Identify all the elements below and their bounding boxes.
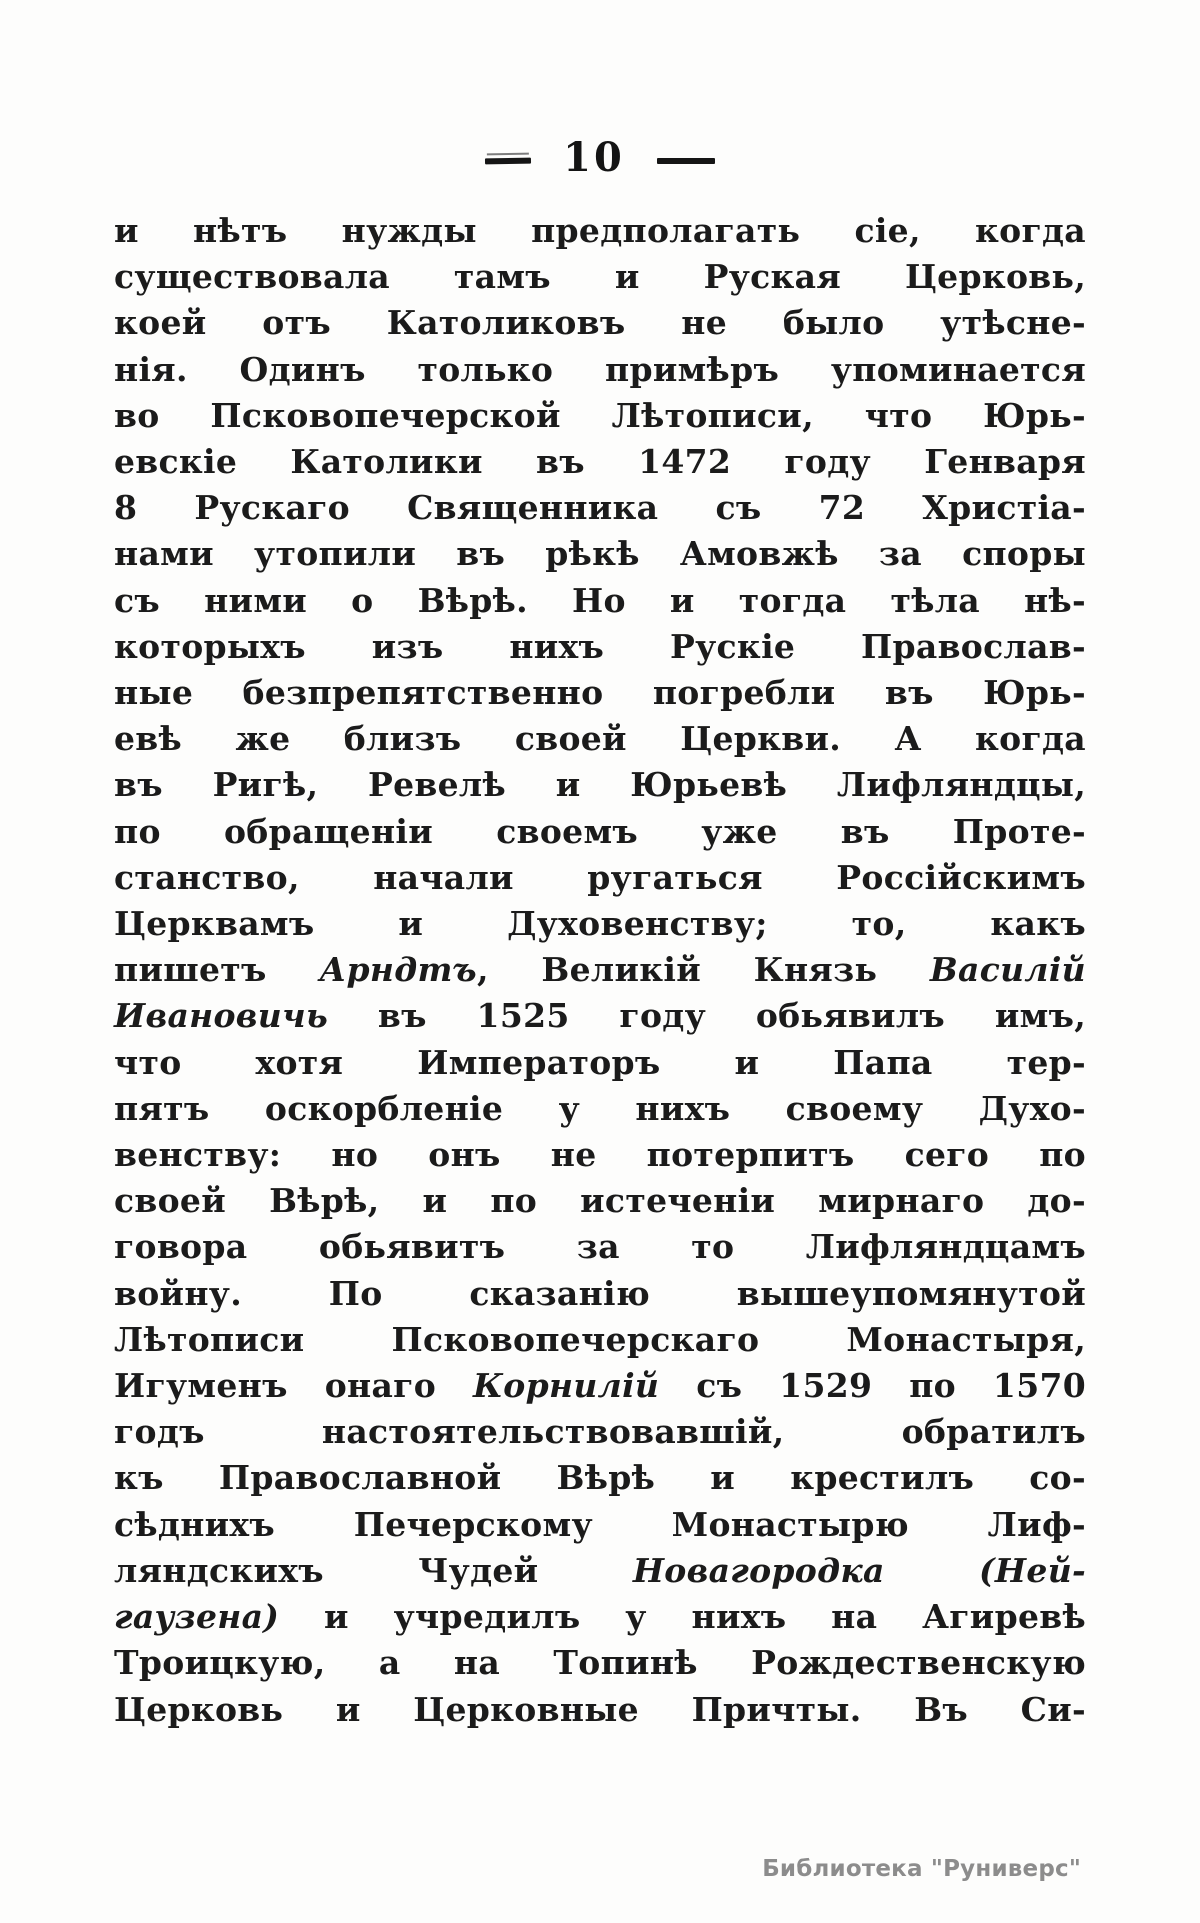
- text-line: Церквамъ и Духовенству; то, какъ: [114, 904, 1086, 944]
- text-line: говора обьявитъ за то Лифляндцамъ: [114, 1227, 1086, 1267]
- text-line: евскіе Католики въ 1472 году Генваря: [114, 442, 1086, 482]
- text-line: пятъ оскорбленіе у нихъ своему Духо-: [114, 1088, 1086, 1128]
- text-line: во Псковопечерской Лѣтописи, что Юрь-: [114, 395, 1086, 435]
- text-line: нами утопили въ рѣкѣ Амовжѣ за споры: [114, 534, 1086, 574]
- text-line: по обращеніи своемъ уже въ Проте-: [114, 811, 1086, 851]
- text-line: годъ настоятельствовавшій, обратилъ: [114, 1412, 1086, 1452]
- text-line: Игуменъ онаго Корнилій съ 1529 по 1570: [114, 1366, 1086, 1406]
- text-line: Троицкую, а на Топинѣ Рождественскую: [114, 1643, 1086, 1683]
- text-line: нія. Одинъ только примѣръ упоминается: [114, 349, 1086, 389]
- text-block: [114, 208, 1086, 1733]
- header-rule-left-icon: [485, 158, 531, 165]
- header-rule-right-icon: [657, 158, 715, 164]
- text-line: сѣднихъ Печерскому Монастырю Лиф-: [114, 1504, 1086, 1544]
- text-line: что хотя Императоръ и Папа тер-: [114, 1042, 1086, 1082]
- text-line: евѣ же близъ своей Церкви. А когда: [114, 719, 1086, 759]
- page-header: [0, 134, 1200, 181]
- text-line: Ивановичь въ 1525 году обьявилъ имъ,: [114, 996, 1086, 1036]
- text-line: коей отъ Католиковъ не было утѣсне-: [114, 303, 1086, 343]
- text-line: которыхъ изъ нихъ Рускіе Православ-: [114, 626, 1086, 666]
- text-line: въ Ригѣ, Ревелѣ и Юрьевѣ Лифляндцы,: [114, 765, 1086, 805]
- text-line: войну. По сказанію вышеупомянутой: [114, 1273, 1086, 1313]
- page-number: 10: [563, 134, 625, 181]
- text-line: и нѣтъ нужды предполагать сіе, когда: [114, 211, 1086, 250]
- text-line: венству: но онъ не потерпитъ сего по: [114, 1135, 1086, 1175]
- text-line: 8 Рускаго Священника съ 72 Христіа-: [114, 488, 1086, 528]
- text-line: пишетъ Арндтъ, Великій Князь Василій: [114, 950, 1086, 990]
- text-line: Церковь и Церковные Причты. Въ Си-: [114, 1689, 1086, 1729]
- watermark: Библиотека "Руниверс": [762, 1856, 1081, 1882]
- text-line: Лѣтописи Псковопечерскаго Монастыря,: [114, 1319, 1086, 1359]
- text-line: существовала тамъ и Руская Церковь,: [114, 257, 1086, 297]
- text-line: ляндскихъ Чудей Новагородка (Ней-: [114, 1550, 1086, 1590]
- text-line: къ Православной Вѣрѣ и крестилъ со-: [114, 1458, 1086, 1498]
- text-line: своей Вѣрѣ, и по истеченіи мирнаго до-: [114, 1181, 1086, 1221]
- text-line: ные безпрепятственно погребли въ Юрь-: [114, 673, 1086, 713]
- text-line: гаузена) и учредилъ у нихъ на Агиревѣ: [114, 1597, 1086, 1637]
- text-line: станство, начали ругаться Россійскимъ: [114, 857, 1086, 897]
- text-line: съ ними о Вѣрѣ. Но и тогда тѣла нѣ-: [114, 580, 1086, 620]
